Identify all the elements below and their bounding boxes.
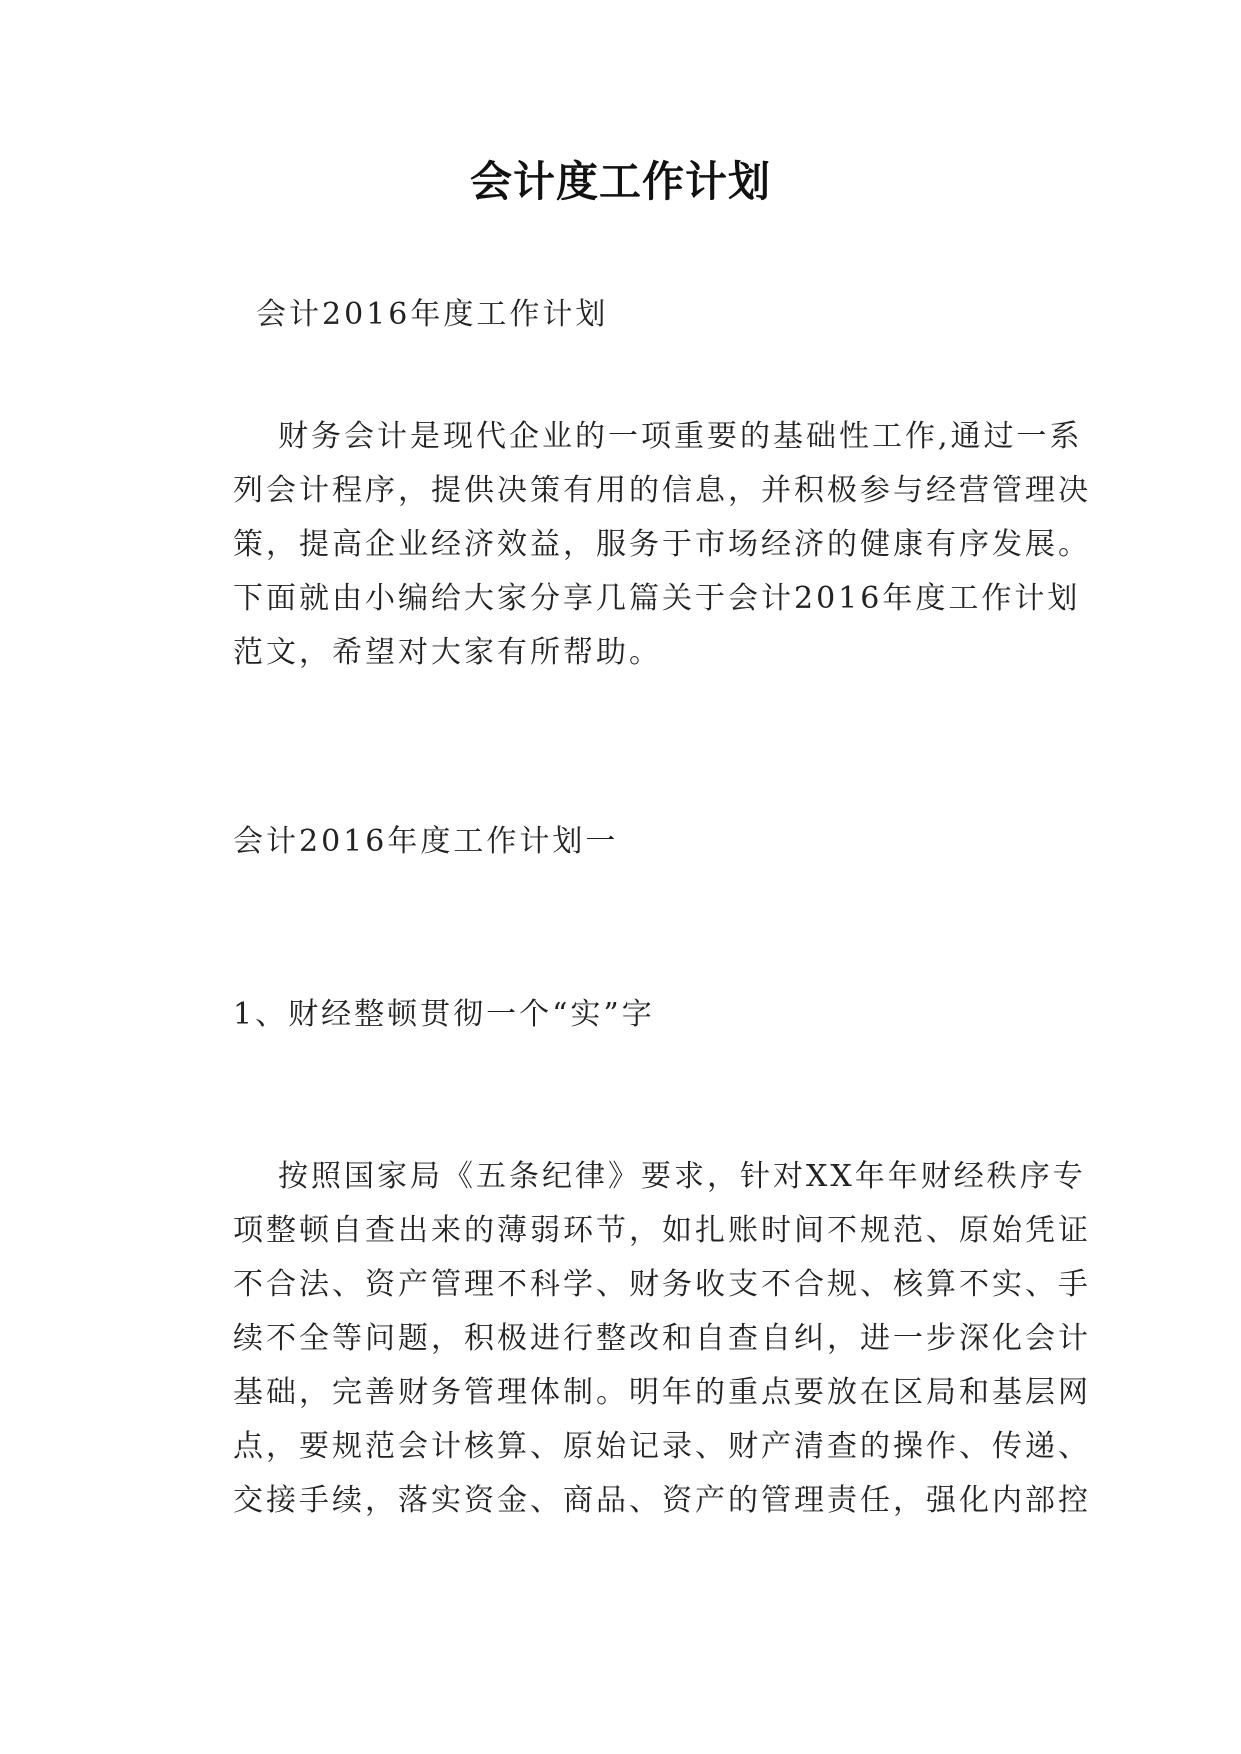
section-heading: [188, 815, 1113, 869]
intro-line: 财务会计是现代企业的一项重要的基础性工作,通过一系: [278, 419, 1083, 454]
body-line: 点，要规范会计核算、原始记录、财产清查的操作、传递、: [233, 1429, 1091, 1464]
document-subtitle: [188, 288, 1136, 342]
intro-line: 下面就由小编给大家分享几篇关于会计2016年度工作计划: [233, 581, 1081, 616]
body-line: 项整顿自查出来的薄弱环节，如扎账时间不规范、原始凭证: [233, 1213, 1091, 1248]
body-line: 交接手续，落实资金、商品、资产的管理责任，强化内部控: [233, 1483, 1091, 1518]
document-title: 会计度工作计划: [469, 157, 771, 206]
body-line: 续不全等问题，积极进行整改和自查自纠，进一步深化会计: [233, 1321, 1091, 1356]
body-line: 不合法、资产管理不科学、财务收支不合规、核算不实、手: [233, 1267, 1091, 1302]
subtitle-line: 会计2016年度工作计划: [256, 297, 609, 332]
section-heading-text: 会计2016年度工作计划一: [233, 824, 619, 859]
item-heading: [188, 988, 1113, 1042]
intro-line: 范文，希望对大家有所帮助。: [233, 635, 662, 670]
intro-paragraph: [188, 410, 1091, 680]
intro-line: 策，提高企业经济效益，服务于市场经济的健康有序发展。: [233, 527, 1091, 562]
intro-line: 列会计程序，提供决策有用的信息，并积极参与经营管理决: [233, 473, 1091, 508]
body-line: 按照国家局《五条纪律》要求，针对XX年年财经秩序专: [278, 1159, 1086, 1194]
body-paragraph: [188, 1150, 1091, 1528]
body-line: 基础，完善财务管理体制。明年的重点要放在区局和基层网: [233, 1375, 1091, 1410]
item-heading-text: 1、财经整顿贯彻一个“实”字: [233, 997, 655, 1032]
